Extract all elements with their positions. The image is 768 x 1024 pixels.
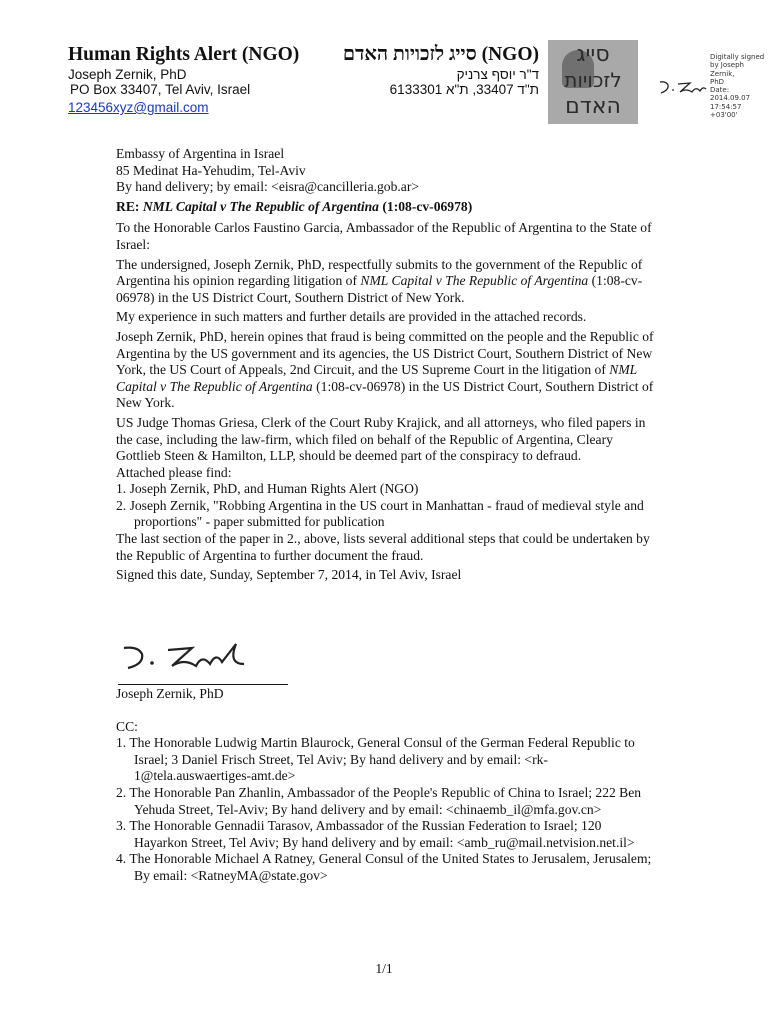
- signature-mini-image: [656, 76, 710, 98]
- recipient-line: Embassy of Argentina in Israel: [116, 146, 285, 161]
- subject-case: NML Capital v The Republic of Argentina: [142, 198, 379, 214]
- cc-list: [116, 735, 656, 884]
- attachments-list: [116, 481, 656, 531]
- cc-item: 4. The Honorable Michael A Ratney, General Consul of the United States to Jerusalem, Jerusalem; By email: <RatneyMA@state.gov>: [116, 851, 652, 883]
- author-address-english: PO Box 33407, Tel Aviv, Israel: [70, 82, 251, 97]
- author-email-link[interactable]: 123456xyz@gmail.com: [68, 100, 209, 115]
- cc-item: 2. The Honorable Pan Zhanlin, Ambassador of the People's Republic of China to Israel; 222 Ben Yehuda Street, Tel-Aviv; By hand delivery and by email: <chinaemb_il@mfa.gov.cn>: [116, 784, 642, 817]
- org-name-english: Human Rights Alert (NGO): [68, 44, 300, 65]
- case-name: NML Capital v The Republic of Argentina: [360, 273, 589, 289]
- cc-title: CC:: [116, 718, 138, 734]
- attachments-title: Attached please find:: [116, 464, 232, 480]
- cc-item: 3. The Honorable Gennadii Tarasov, Ambassador of the Russian Federation to Israel; 120 Hayarkon Street, Tel Aviv; By hand delivery and by email: <amb_ru@mail.netvision.net.il>: [116, 818, 635, 850]
- paragraph-4: US Judge Thomas Griesa, Clerk of the Court Ruby Krajick, and all attorneys, who filed papers in the case, including the law-firm, which filed on behalf of the Republic of Argentina, Cleary Gottlieb Steen & Hamilton, LLP, should be deemed part of the conspiracy to defraud.: [116, 414, 646, 464]
- signature-line: [118, 684, 288, 685]
- cc-item: 1. The Honorable Ludwig Martin Blaurock, General Consul of the German Federal Republic to Israel; 3 Daniel Frisch Street, Tel Aviv; By hand delivery and by email: <rk-1@tela.auswaertiges-amt.de>: [116, 735, 635, 784]
- digital-signature-line: Date: 2014.09.07: [710, 86, 751, 103]
- author-name-english: Joseph Zernik, PhD: [68, 67, 187, 82]
- attachment-item: 2. Joseph Zernik, "Robbing Argentina in the US court in Manhattan - fraud of medieval style and proportions" - paper submitted for publication: [116, 497, 644, 530]
- letter-body: [116, 146, 656, 584]
- digital-signature-line: by Joseph Zernik,: [710, 61, 744, 78]
- paragraph-3: [116, 329, 656, 412]
- attachment-item: 1. Joseph Zernik, PhD, and Human Rights Alert (NGO): [116, 481, 419, 497]
- digital-signature-line: 17:54:57 +03'00': [710, 102, 742, 120]
- logo-line: לזכויות: [564, 68, 622, 92]
- paragraph-1: [116, 257, 656, 307]
- paragraph-5: The last section of the paper in 2., above, lists several additional steps that could be undertaken by the Republic of Argentina to further document the fraud.: [116, 531, 650, 563]
- recipient-line: 85 Medinat Ha-Yehudim, Tel-Aviv: [116, 162, 306, 178]
- salutation: To the Honorable Carlos Faustino Garcia, Ambassador of the Republic of Argentina to the State of Israel:: [116, 220, 652, 252]
- subject-line: [116, 199, 656, 216]
- paragraph-text: Joseph Zernik, PhD, herein opines that fraud is being committed on the people and the Republic of Argentina by the US government and its agencies, the US District Court, Southern District of New York, the US Court of Appeals, 2nd Circuit, and the US Supreme Court in the litigation of: [116, 328, 654, 378]
- paragraph-2: My experience in such matters and further details are provided in the attached records.: [116, 309, 587, 325]
- subject-number: (1:08-cv-06978): [382, 198, 473, 214]
- signer-name: Joseph Zernik, PhD: [116, 686, 224, 701]
- org-name-hebrew: (NGO) סייג לזכויות האדם: [342, 44, 539, 65]
- signed-statement: Signed this date, Sunday, September 7, 2014, in Tel Aviv, Israel: [116, 567, 462, 583]
- digital-signature-line: Digitally signed: [710, 53, 765, 61]
- paragraph-text: (1:08-cv-06978) in the US District Court, Southern District of New York.: [116, 273, 643, 305]
- subject-label: RE:: [116, 198, 140, 214]
- author-address-hebrew: ת"ד 33407, ת"א 6133301: [389, 82, 539, 97]
- handwritten-signature: [118, 632, 252, 680]
- paragraph-text: (1:08-cv-06978) in the US District Court, Southern District of New York.: [116, 378, 654, 411]
- logo-line: סייג: [576, 42, 610, 67]
- logo-line: האדם: [565, 94, 621, 119]
- digital-signature-line: PhD: [710, 77, 725, 86]
- author-name-hebrew: ד"ר יוסף צרניק: [456, 67, 539, 82]
- recipient-line: By hand delivery; by email: <eisra@cancilleria.gob.ar>: [116, 179, 420, 195]
- letter-closing: [116, 686, 656, 885]
- org-logo: [548, 40, 638, 124]
- case-name: NML Capital v The Republic of Argentina: [116, 362, 637, 394]
- digital-signature-note: [710, 53, 768, 119]
- page-number: 1/1: [375, 961, 393, 976]
- paragraph-text: The undersigned, Joseph Zernik, PhD, respectfully submits to the government of the Republic of Argentina his opinion regarding litigation of: [116, 256, 643, 289]
